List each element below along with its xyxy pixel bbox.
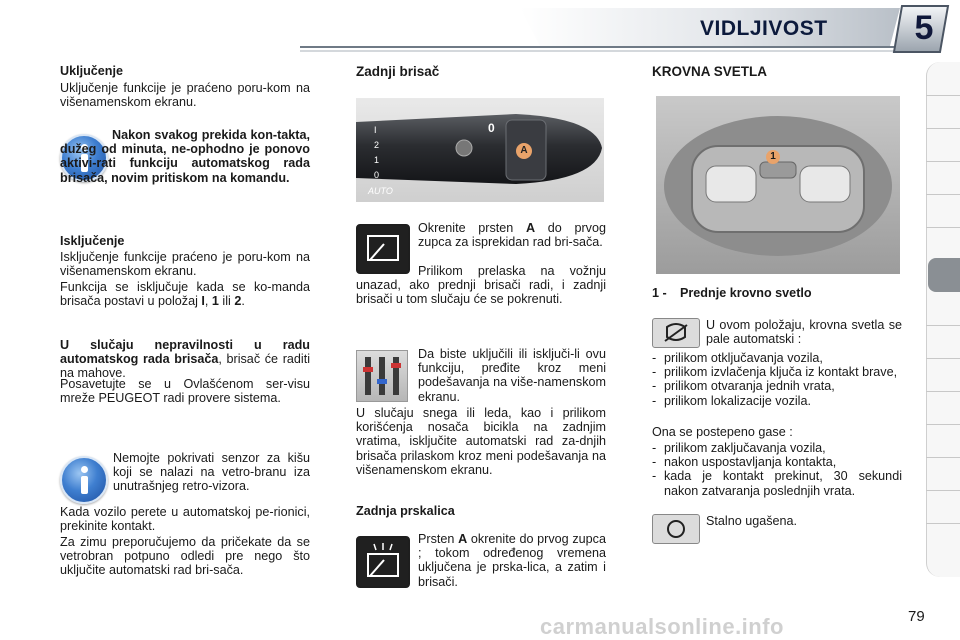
snow-text: U slučaju snega ili leda, kao i prilikom korišćenja nosača bicikla na zadnjim vratima, isključite automatski rad za-dnjih brisača prilaskom kroz meni podešavanja na višenamenskom ekranu. (356, 406, 606, 477)
rear-washer-symbol-icon (356, 536, 410, 588)
tab-divider (926, 523, 960, 524)
stalk-ring-marker: A (516, 143, 532, 159)
tab-divider (926, 227, 960, 228)
list-item: - prilikom lokalizacije vozila. (652, 393, 811, 408)
tab-divider (926, 424, 960, 425)
always-off-text: Stalno ugašena. (706, 514, 798, 528)
chapter-tabs (926, 62, 960, 577)
menu-text: Da biste uključili ili isključi-li ovu funkciju, pređite kroz meni podešavanja na više-namenskom ekranu. (418, 347, 606, 404)
stalk-I-label: I (374, 125, 377, 135)
settings-menu-icon (356, 350, 408, 402)
ceiling-light-marker: 1 (766, 150, 780, 164)
auto-text: U ovom položaju, krovna svetla se pale automatski : (706, 318, 902, 347)
wiper-stalk-photo (356, 98, 604, 202)
always-off-symbol-icon (652, 514, 700, 544)
auto-light-symbol-icon (652, 318, 700, 348)
tab-divider (926, 358, 960, 359)
item-number: 1 - (652, 286, 667, 300)
on-text: Uključenje funkcije je praćeno poru-kom na višenamenskom ekranu. (60, 81, 310, 110)
chapter-number: 5 (914, 9, 934, 47)
off-intro: Ona se postepeno gase : (652, 425, 793, 439)
note-reactivate: Nakon svakog prekida kon-takta, dužeg od minuta, ne-ophodno je ponovo aktivi-rati funkciju automatskog rada brisača, novim pritiskom na komandu. (60, 128, 310, 185)
auto-on-list (652, 351, 902, 408)
stalk-1-label: 1 (374, 155, 380, 165)
service-text: Posavetujte se u Ovlašćenom ser-visu mreže PEUGEOT radi provere sistema. (60, 377, 310, 406)
tab-divider (926, 457, 960, 458)
rear-washer-text: Prsten A okrenite do prvog zupca ; tokom određenog vremena uključena je prska-lica, a zatim i brisači. (418, 532, 606, 589)
chapter-title: VIDLJIVOST (700, 17, 828, 40)
stalk-2-label: 2 (374, 140, 380, 150)
off-title: Isključenje (60, 234, 125, 248)
tab-divider (926, 325, 960, 326)
tab-divider (926, 490, 960, 491)
item-label: Prednje krovno svetlo (680, 286, 812, 300)
tab-divider (926, 95, 960, 96)
stalk-ring-0-label: 0 (488, 121, 495, 135)
tab-divider (926, 161, 960, 162)
ceiling-lights-title: KROVNA SVETLA (652, 64, 768, 79)
ceiling-light-photo (656, 96, 900, 274)
rear-wiper-title: Zadnji brisač (356, 64, 440, 79)
tab-active-chapter[interactable] (928, 258, 960, 292)
list-item: - kada je kontakt prekinut, 30 sekundi nakon zatvaranja poslednjih vrata. (652, 469, 902, 498)
tab-divider (926, 128, 960, 129)
list-item: - prilikom izvlačenja ključa iz kontakt brave, (652, 365, 898, 380)
watermark: carmanualsonline.info (540, 614, 784, 639)
auto-off-list (652, 441, 902, 498)
car-wash-text: Kada vozilo perete u automatskoj pe-rionici, prekinite kontakt. (60, 505, 310, 534)
winter-text: Za zimu preporučujemo da pričekate da se vetrobran potpuno odledi pre nego što uključite automatski rad bri-sača. (60, 535, 310, 578)
off-text: Isključenje funkcije praćeno je poru-kom na višenamenskom ekranu. (60, 250, 310, 279)
wiper-stalk-illustration (356, 98, 604, 202)
list-item: - nakon uspostavljanja kontakta, (652, 455, 837, 470)
info-icon (60, 456, 108, 504)
rear-wiper-text-1: Okrenite prsten A do prvog zupca za isprekidan rad bri-sača. (418, 221, 606, 250)
malfunction-text: U slučaju nepravilnosti u radu automatskog rada brisača, brisač će raditi na mahove. (60, 338, 310, 381)
stalk-0-label: 0 (374, 170, 380, 180)
tab-divider (926, 391, 960, 392)
stalk-auto-label: AUTO (368, 186, 393, 196)
page-number: 79 (908, 608, 925, 625)
list-item: - prilikom zaključavanja vozila, (652, 441, 826, 455)
tab-divider (926, 194, 960, 195)
rear-wiper-text-2: Prilikom prelaska na vožnju unazad, ako prednji brisači radi, i zadnji brisači u tom slučaju će se pokrenuti. (356, 264, 606, 307)
note-sensor: Nemojte pokrivati senzor za kišu koji se nalazi na vetro-branu iza unutrašnjeg retro-vizora. (113, 451, 310, 494)
list-item: - prilikom otvaranja jednih vrata, (652, 379, 835, 394)
on-title: Uključenje (60, 64, 123, 78)
list-item: - prilikom otključavanja vozila, (652, 351, 823, 365)
rear-washer-title: Zadnja prskalica (356, 504, 455, 518)
off-positions-text: Funkcija se isključuje kada se ko-manda brisača postavi u položaj I, 1 ili 2. (60, 280, 310, 309)
